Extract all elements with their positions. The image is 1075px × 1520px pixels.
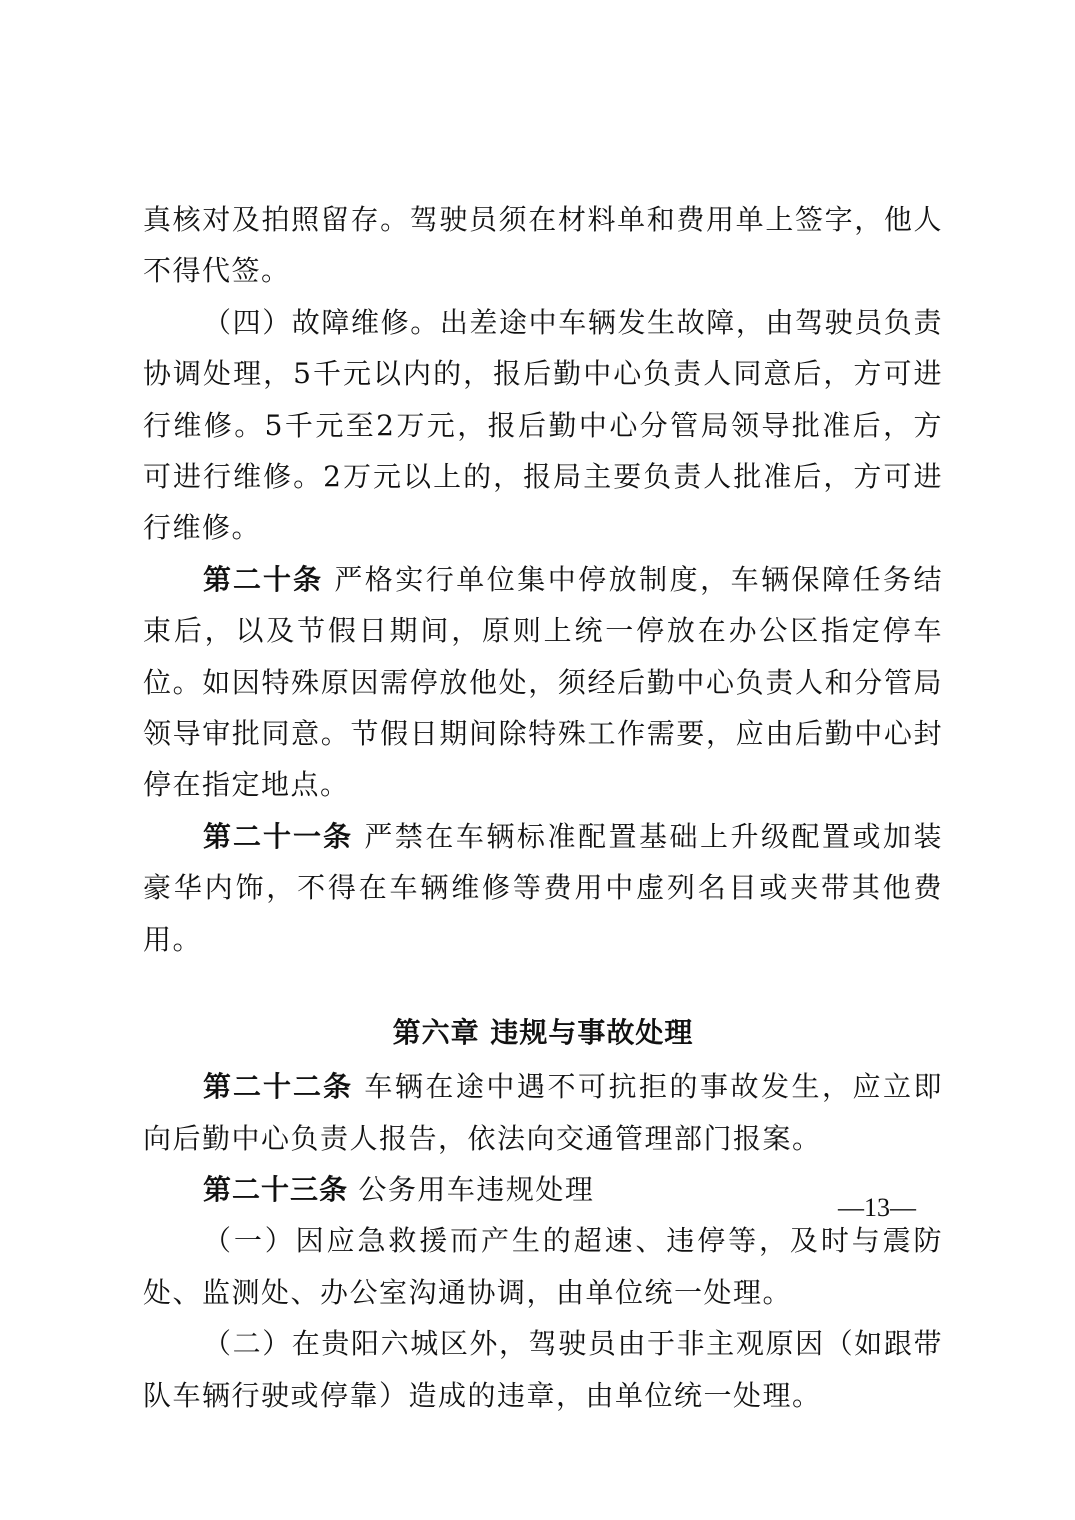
- clause-2: [143, 1318, 943, 1421]
- article-22: [143, 1061, 943, 1164]
- paragraph-text: 真核对及拍照留存。驾驶员须在材料单和费用单上签字，他人不得代签。: [143, 203, 943, 288]
- article-text: 严格实行单位集中停放制度，车辆保障任务结束后，以及节假日期间，原则上统一停放在办公区指定停车位。如因特殊原因需停放他处，须经后勤中心负责人和分管局领导审批同意。节假日期间除特殊工作需要，应由后勤中心封停在指定地点。: [143, 562, 943, 802]
- article-heading: 第二十条: [203, 562, 323, 596]
- article-text: 车辆在途中遇不可抗拒的事故发生，应立即向后勤中心负责人报告，依法向交通管理部门报案。: [143, 1070, 943, 1155]
- chapter-title: 第六章 违规与事故处理: [392, 1016, 694, 1050]
- document-body: [143, 194, 943, 1421]
- article-heading: 第二十一条: [203, 819, 354, 853]
- page-number: —13—: [838, 1193, 916, 1222]
- article-text: 严禁在车辆标准配置基础上升级配置或加装豪华内饰，不得在车辆维修等费用中虚列名目或夹带其他费用。: [143, 819, 943, 956]
- article-text: 公务用车违规处理: [358, 1172, 595, 1206]
- article-21: [143, 811, 943, 965]
- paragraph-fault-repair: [143, 297, 943, 554]
- article-20: [143, 554, 943, 811]
- clause-text: （一）因应急救援而产生的超速、违停等，及时与震防处、监测处、办公室沟通协调，由单位统一处理。: [143, 1224, 943, 1309]
- article-heading: 第二十三条: [203, 1172, 349, 1206]
- paragraph-materials-signing: [143, 194, 943, 297]
- clause-1: [143, 1215, 943, 1318]
- article-23: [143, 1164, 943, 1215]
- clause-text: （二）在贵阳六城区外，驾驶员由于非主观原因（如跟带队车辆行驶或停靠）造成的违章，由单位统一处理。: [143, 1327, 943, 1412]
- article-heading: 第二十二条: [203, 1070, 354, 1104]
- paragraph-text: （四）故障维修。出差途中车辆发生故障，由驾驶员负责协调处理，5千元以内的，报后勤中心负责人同意后，方可进行维修。5千元至2万元，报后勤中心分管局领导批准后，方可进行维修。2万元以上的，报局主要负责人批准后，方可进行维修。: [143, 305, 943, 545]
